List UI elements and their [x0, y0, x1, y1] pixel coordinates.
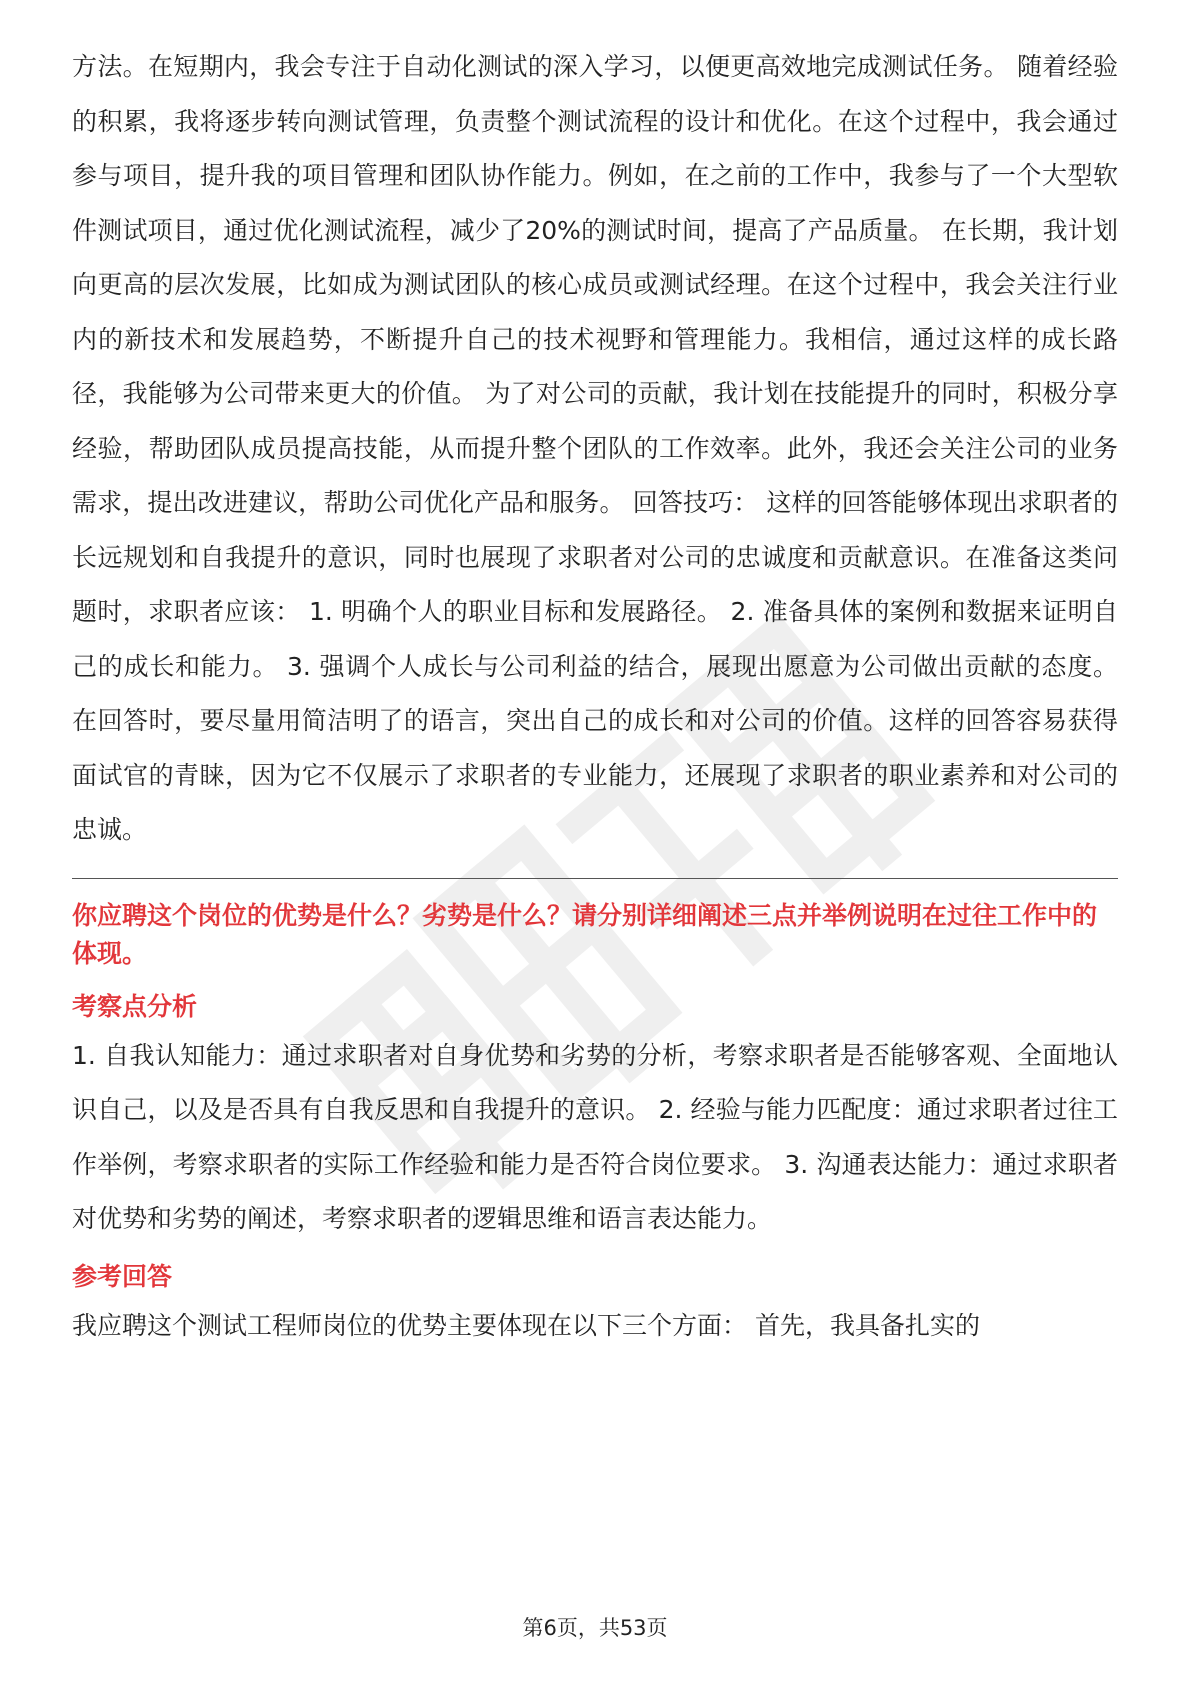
section-divider [72, 878, 1118, 879]
page-number-footer: 第6页，共53页 [522, 1616, 668, 1640]
analysis-paragraph: 1. 自我认知能力：通过求职者对自身优势和劣势的分析，考察求职者是否能够客观、全面地认识自己，以及是否具有自我反思和自我提升的意识。 2. 经验与能力匹配度：通过求职者过往工作举例，考察求职者的实际工作经验和能力是否符合岗位要求。 3. 沟通表达能力：通过求职者对优势和劣势的阐述，考察求职者的逻辑思维和语言表达能力。 [72, 1040, 1118, 1233]
document-page [72, 40, 1118, 1353]
question-heading: 你应聘这个岗位的优势是什么？劣势是什么？请分别详细阐述三点并举例说明在过往工作中的体现。 [72, 900, 1098, 968]
answer-paragraph: 我应聘这个测试工程师岗位的优势主要体现在以下三个方面： 首先，我具备扎实的 [72, 1310, 980, 1340]
analysis-heading: 考察点分析 [72, 991, 198, 1021]
answer-heading: 参考回答 [72, 1261, 173, 1291]
continuation-paragraph: 方法。在短期内，我会专注于自动化测试的深入学习，以便更高效地完成测试任务。 随着经验的积累，我将逐步转向测试管理，负责整个测试流程的设计和优化。在这个过程中，我会通过参与项目，提升我的项目管理和团队协作能力。例如，在之前的工作中，我参与了一个大型软件测试项目，通过优化测试流程，减少了20%的测试时间，提高了产品质量。 在长期，我计划向更高的层次发展，比如成为测试团队的核心成员或测试经理。在这个过程中，我会关注行业内的新技术和发展趋势，不断提升自己的技术视野和管理能力。我相信，通过这样的成长路径，我能够为公司带来更大的价值。 为了对公司的贡献，我计划在技能提升的同时，积极分享经验，帮助团队成员提高技能，从而提升整个团队的工作效率。此外，我还会关注公司的业务需求，提出改进建议，帮助公司优化产品和服务。 回答技巧： 这样的回答能够体现出求职者的长远规划和自我提升的意识，同时也展现了求职者对公司的忠诚度和贡献意识。在准备这类问题时，求职者应该： 1. 明确个人的职业目标和发展路径。 2. 准备具体的案例和数据来证明自己的成长和能力。 3. 强调个人成长与公司利益的结合，展现出愿意为公司做出贡献的态度。 在回答时，要尽量用简洁明了的语言，突出自己的成长和对公司的价值。这样的回答容易获得面试官的青睐，因为它不仅展示了求职者的专业能力，还展现了求职者的职业素养和对公司的忠诚。 [72, 52, 1118, 844]
